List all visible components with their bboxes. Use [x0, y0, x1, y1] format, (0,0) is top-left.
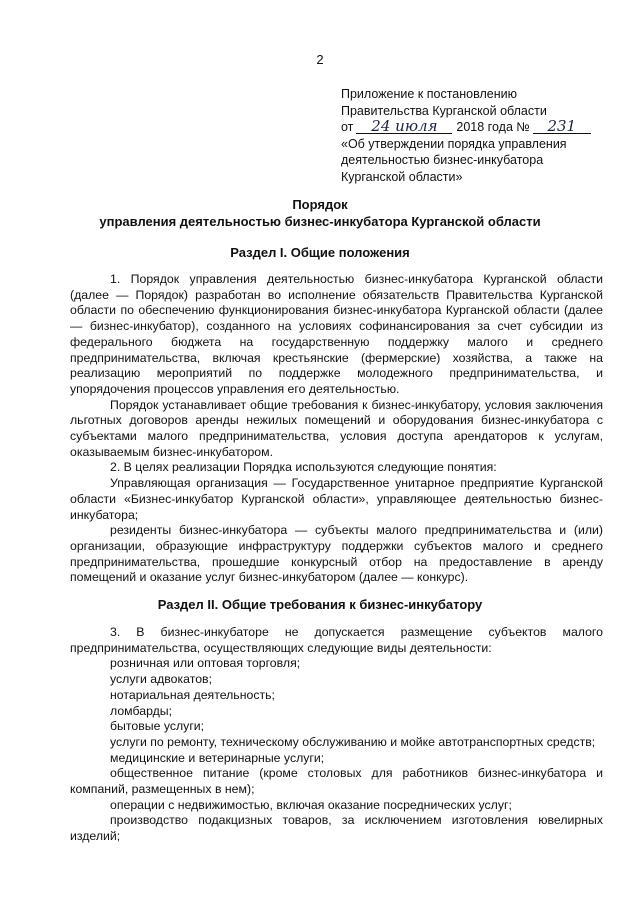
appendix-year-label: 2018 года №	[456, 120, 530, 134]
section-1-heading: Раздел I. Общие положения	[230, 245, 410, 260]
appendix-line-5: деятельностью бизнес-инкубатора	[341, 153, 544, 167]
page-number: 2	[316, 52, 324, 67]
paragraph: Управляющая организация — Государственное унитарное предприятие Курганской области «Бизнес-инкубатор Курганской области», управляющее деятельностью бизнес-инкубатора;	[70, 476, 603, 522]
appendix-block	[341, 86, 611, 185]
title-line-1: Порядок	[292, 197, 348, 212]
list-item: медицинские и ветеринарные услуги;	[110, 750, 325, 765]
list-item: операции с недвижимостью, включая оказание посреднических услуг;	[110, 797, 512, 812]
section-2-heading: Раздел II. Общие требования к бизнес-инкубатору	[157, 597, 483, 612]
paragraph: 2. В целях реализации Порядка используются следующие понятия:	[110, 460, 497, 475]
section-1-body	[70, 272, 603, 586]
appendix-date-line	[341, 119, 611, 136]
document-title	[0, 196, 640, 230]
handwritten-date: 24 июля	[356, 119, 452, 134]
section-2-body	[70, 625, 603, 845]
list-item: нотариальная деятельность;	[110, 687, 275, 702]
appendix-line-2: Правительства Курганской области	[341, 103, 547, 118]
handwritten-number: 231	[533, 119, 591, 134]
paragraph: 3. В бизнес-инкубаторе не допускается размещение субъектов малого предпринимательства, осуществляющих следующие виды деятельности:	[70, 625, 603, 655]
list-item: услуги адвокатов;	[110, 672, 213, 687]
appendix-line-4: «Об утверждении порядка управления	[341, 136, 567, 151]
list-item: услуги по ремонту, техническому обслуживанию и мойке автотранспортных средств;	[110, 734, 596, 749]
list-item: бытовые услуги;	[110, 719, 205, 734]
list-item: розничная или оптовая торговля;	[110, 656, 301, 671]
paragraph: резиденты бизнес-инкубатора — субъекты малого предпринимательства и (или) организации, образующие инфраструктуру поддержки субъектов малого и среднего предпринимательства, прошедшие конкурсный отбор на предоставление в аренду помещений и оказание услуг бизнес-инкубатором (далее — конкурс).	[70, 523, 603, 585]
appendix-line-6: Курганской области»	[341, 169, 463, 184]
appendix-from-label: от	[341, 120, 354, 134]
paragraph: 1. Порядок управления деятельностью бизнес-инкубатора Курганской области (далее — Порядок) разработан во исполнение обязательств Правительства Курганской области по обеспечению функционирования бизнес-инкубатора Курганской области (далее — бизнес-инкубатор), созданного на условиях софинансирования за счет субсидии из федерального бюджета на государственную поддержку малого и среднего предпринимательства, включая крестьянские (фермерские) хозяйства, а также на реализацию мероприятий по поддержке молодежного предпринимательства, и упорядочения процессов управления его деятельностью.	[70, 272, 603, 396]
list-item: общественное питание (кроме столовых для работников бизнес-инкубатора и компаний, размещенных в нем);	[70, 766, 603, 797]
list-item: ломбарды;	[110, 703, 173, 718]
appendix-line-1: Приложение к постановлению	[341, 87, 517, 101]
list-item: производство подакцизных товаров, за исключением изготовления ювелирных изделий;	[70, 813, 603, 844]
title-line-2: управления деятельностью бизнес-инкубатора Курганской области	[99, 214, 541, 229]
paragraph: Порядок устанавливает общие требования к бизнес-инкубатору, условия заключения льготных договоров аренды нежилых помещений и оборудования бизнес-инкубатора с субъектами малого предпринимательства, условия доступа арендаторов к услугам, оказываемым бизнес-инкубатором.	[70, 397, 603, 459]
